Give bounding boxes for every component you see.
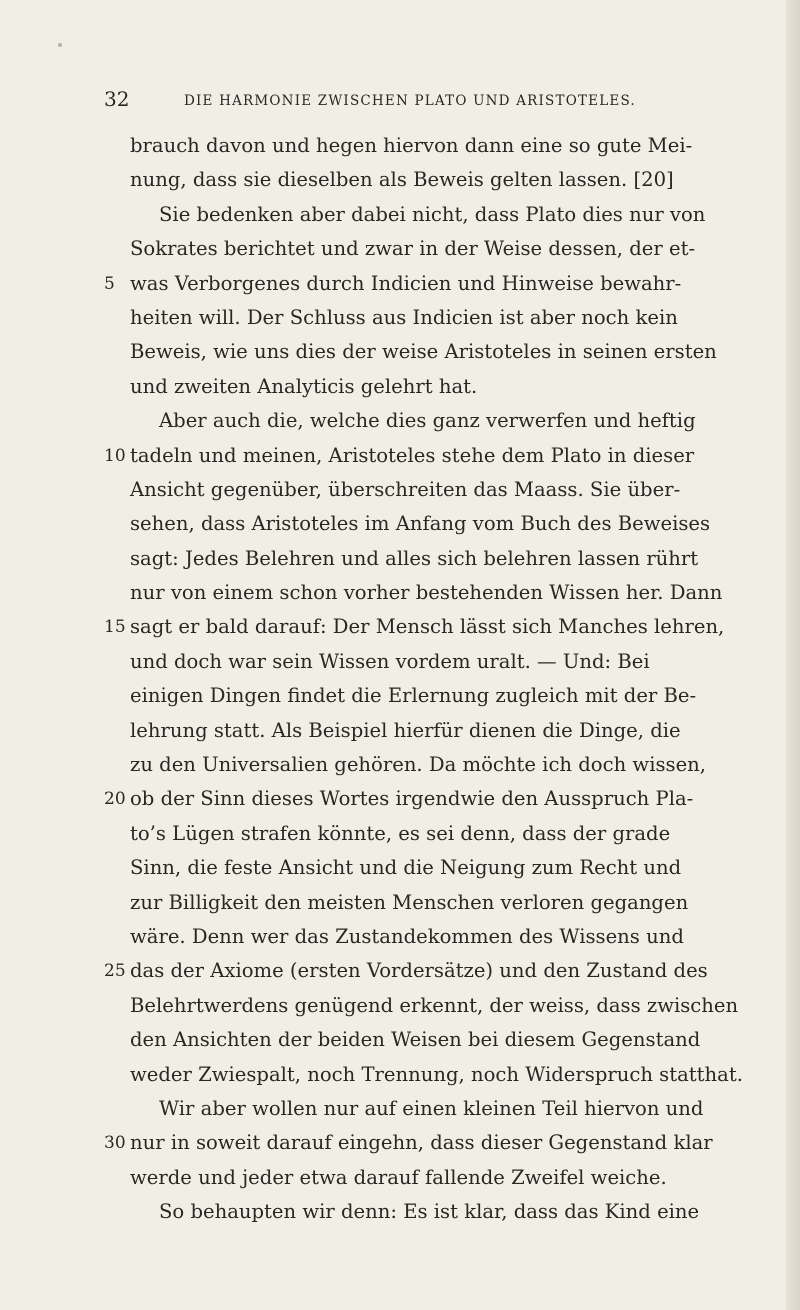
line-number: 25 (104, 961, 126, 982)
text-line (104, 301, 754, 335)
text-line (104, 954, 754, 988)
line-text: werde und jeder etwa darauf fallende Zweifel weiche. (130, 1165, 667, 1189)
text-line (104, 989, 754, 1023)
line-text: heiten will. Der Schluss aus Indicien ist aber noch kein (130, 305, 678, 329)
text-line (104, 817, 754, 851)
text-line (104, 370, 754, 404)
line-text: Aber auch die, welche dies ganz verwerfen und heftig (159, 409, 696, 433)
line-text: den Ansichten der beiden Weisen bei diesem Gegenstand (130, 1028, 701, 1052)
text-line (104, 335, 754, 369)
line-text: wäre. Denn wer das Zustandekommen des Wissens und (130, 924, 684, 948)
line-text: ob der Sinn dieses Wortes irgendwie den Ausspruch Pla- (130, 787, 694, 811)
line-text: Ansicht gegenüber, überschreiten das Maass. Sie über- (130, 477, 681, 501)
line-text: sehen, dass Aristoteles im Anfang vom Buch des Beweises (130, 512, 711, 536)
line-text: brauch davon und hegen hiervon dann eine so gute Mei- (130, 134, 693, 157)
page-edge (786, 0, 800, 1310)
text-line (104, 1092, 754, 1126)
line-number: 10 (104, 445, 126, 466)
text-line (104, 851, 754, 885)
text-line (104, 163, 754, 197)
text-line (104, 920, 754, 954)
line-text: was Verborgenes durch Indicien und Hinweise bewahr- (130, 271, 682, 295)
line-text: tadeln und meinen, Aristoteles stehe dem Plato in dieser (130, 443, 695, 467)
text-line (104, 232, 754, 266)
text-line (104, 1161, 754, 1195)
paper-speck (58, 43, 62, 47)
line-text: weder Zwiespalt, noch Trennung, noch Widerspruch statthat. (130, 1062, 743, 1086)
text-line (104, 714, 754, 748)
line-text: zu den Universalien gehören. Da möchte ich doch wissen, (130, 753, 707, 777)
line-text: und zweiten Analyticis gelehrt hat. (130, 374, 478, 398)
page-number: 32 (104, 87, 130, 111)
line-text: das der Axiome (ersten Vordersätze) und den Zustand des (130, 959, 708, 983)
line-text: Beweis, wie uns dies der weise Aristoteles in seinen ersten (130, 340, 717, 364)
line-text: Sinn, die feste Ansicht und die Neigung zum Recht und (130, 856, 682, 880)
text-line (104, 748, 754, 782)
text-line (104, 576, 754, 610)
line-number: 15 (104, 617, 126, 638)
text-line (104, 610, 754, 644)
line-text: nur von einem schon vorher bestehenden Wissen her. Dann (130, 581, 723, 605)
line-text: nung, dass sie dieselben als Beweis gelten lassen. [20] (130, 168, 674, 192)
text-line (104, 1058, 754, 1092)
text-line (104, 886, 754, 920)
text-line (104, 198, 754, 232)
line-text: nur in soweit darauf eingehn, dass dieser Gegenstand klar (130, 1131, 713, 1155)
line-text: lehrung statt. Als Beispiel hierfür dienen die Dinge, die (130, 718, 681, 742)
line-text: Belehrtwerdens genügend erkennt, der weiss, dass zwischen (130, 993, 739, 1017)
text-line (104, 267, 754, 301)
text-line (104, 473, 754, 507)
line-number: 5 (104, 273, 115, 294)
line-text: sagt er bald darauf: Der Mensch lässt sich Manches lehren, (130, 615, 725, 639)
text-line (104, 542, 754, 576)
text-line (104, 645, 754, 679)
line-text: sagt: Jedes Belehren und alles sich belehren lassen rührt (130, 546, 699, 570)
body-text (104, 129, 754, 1230)
line-text: und doch war sein Wissen vordem uralt. — Und: Bei (130, 649, 650, 673)
line-text: So behaupten wir denn: Es ist klar, dass das Kind eine (159, 1200, 700, 1224)
text-line (104, 1023, 754, 1057)
line-text: to’s Lügen strafen könnte, es sei denn, dass der grade (130, 821, 671, 845)
text-line (104, 129, 754, 163)
line-number: 30 (104, 1133, 126, 1154)
line-text: Sie bedenken aber dabei nicht, dass Plato dies nur von (159, 202, 706, 226)
text-line (104, 679, 754, 713)
line-text: einigen Dingen findet die Erlernung zugleich mit der Be- (130, 684, 697, 708)
line-text: Wir aber wollen nur auf einen kleinen Teil hiervon und (159, 1096, 704, 1120)
text-line (104, 782, 754, 816)
text-line (104, 507, 754, 541)
page-header (104, 86, 744, 116)
line-text: Sokrates berichtet und zwar in der Weise dessen, der et- (130, 237, 696, 261)
line-text: zur Billigkeit den meisten Menschen verloren gegangen (130, 890, 689, 914)
line-number: 20 (104, 789, 126, 810)
text-line (104, 1126, 754, 1160)
running-head: DIE HARMONIE ZWISCHEN PLATO UND ARISTOTELES. (184, 93, 636, 109)
text-line (104, 439, 754, 473)
text-line (104, 1195, 754, 1229)
text-line (104, 404, 754, 438)
